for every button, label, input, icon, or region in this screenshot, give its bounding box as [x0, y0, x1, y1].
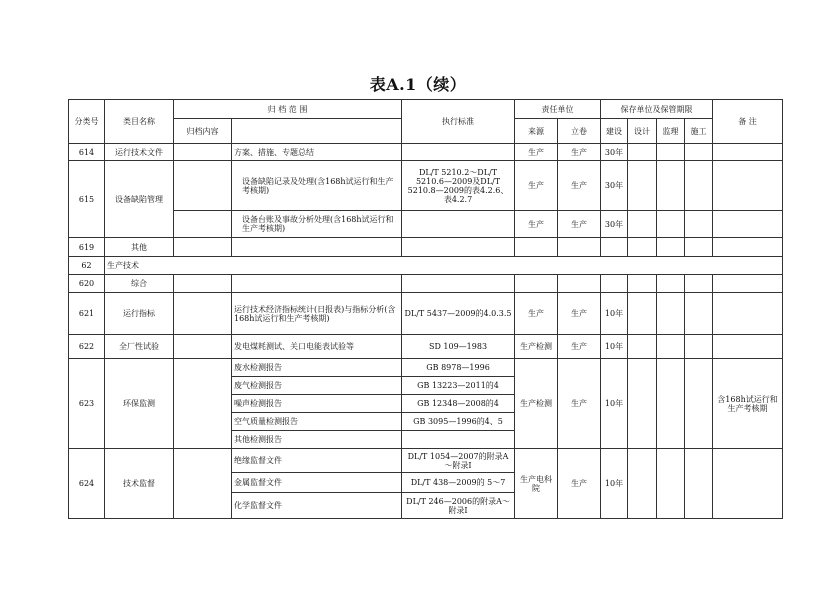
header-responsible: 责任单位 — [515, 100, 601, 119]
header-code: 分类号 — [69, 100, 105, 144]
header-scope: 归 档 范 围 — [174, 100, 402, 119]
row-standard: GB 13223—2011的4 — [402, 377, 515, 395]
row-code: 615 — [69, 161, 105, 238]
row-code: 623 — [69, 359, 105, 449]
header-remark: 备 注 — [713, 100, 783, 144]
row-filing: 生产 — [558, 359, 601, 449]
row-build: 10年 — [601, 335, 628, 359]
row-filing: 生产 — [558, 144, 601, 161]
row-name: 运行技术文件 — [105, 144, 174, 161]
row-content: 废水检测报告 — [232, 359, 402, 377]
table-row — [69, 449, 783, 473]
row-content: 化学监督文件 — [232, 493, 402, 519]
row-code: 620 — [69, 275, 105, 293]
row-standard — [402, 431, 515, 449]
row-build: 30年 — [601, 161, 628, 211]
row-source: 生产 — [515, 211, 558, 238]
row-filing: 生产 — [558, 211, 601, 238]
row-standard: DL/T 5437—2009的4.0.3.5 — [402, 293, 515, 335]
row-filing: 生产 — [558, 293, 601, 335]
row-name: 技术监督 — [105, 449, 174, 519]
row-build: 10年 — [601, 359, 628, 449]
row-name: 运行指标 — [105, 293, 174, 335]
row-code: 624 — [69, 449, 105, 519]
row-source: 生产 — [515, 144, 558, 161]
table-row — [69, 275, 783, 293]
row-source: 生产 — [515, 161, 558, 211]
row-standard: DL/T 5210.2～DL/T 5210.6—2009及DL/T 5210.8—2009的表4.2.6、表4.2.7 — [402, 161, 515, 211]
row-source: 生产 — [515, 293, 558, 335]
row-name: 其他 — [105, 238, 174, 257]
row-standard: SD 109—1983 — [402, 335, 515, 359]
header-construct: 施工 — [685, 119, 713, 144]
row-name: 综合 — [105, 275, 174, 293]
header-source: 来源 — [515, 119, 558, 144]
header-supervise: 监理 — [657, 119, 685, 144]
row-build: 10年 — [601, 293, 628, 335]
table-row — [69, 161, 783, 211]
row-content: 设备缺陷记录及处理(含168h试运行和生产考核期) — [232, 161, 402, 211]
table-row — [69, 257, 783, 275]
header-design: 设计 — [628, 119, 657, 144]
row-content: 方案、措施、专题总结 — [232, 144, 402, 161]
row-source: 生产检测 — [515, 335, 558, 359]
row-remark: 含168h试运行和生产考核期 — [713, 359, 783, 449]
row-build: 30年 — [601, 144, 628, 161]
table-row — [69, 144, 783, 161]
row-standard: GB 3095—1996的4、5 — [402, 413, 515, 431]
table-row — [69, 211, 783, 238]
row-standard: DL/T 438—2009的 5～7 — [402, 473, 515, 493]
row-filing: 生产 — [558, 335, 601, 359]
row-standard: DL/T 246—2006的附录A～附录I — [402, 493, 515, 519]
row-code: 621 — [69, 293, 105, 335]
header-category: 类目名称 — [105, 100, 174, 144]
row-content: 金属监督文件 — [232, 473, 402, 493]
row-code: 619 — [69, 238, 105, 257]
row-name: 环保监测 — [105, 359, 174, 449]
row-filing: 生产 — [558, 449, 601, 519]
row-content: 空气质量检测报告 — [232, 413, 402, 431]
row-build: 30年 — [601, 211, 628, 238]
row-content: 其他检测报告 — [232, 431, 402, 449]
row-source: 生产电科院 — [515, 449, 558, 519]
row-name: 设备缺陷管理 — [105, 161, 174, 238]
row-standard: DL/T 1054—2007的附录A～附录I — [402, 449, 515, 473]
row-content: 废气检测报告 — [232, 377, 402, 395]
row-code: 614 — [69, 144, 105, 161]
page-title: 表A.1（续） — [369, 75, 467, 94]
header-build: 建设 — [601, 119, 628, 144]
row-code: 622 — [69, 335, 105, 359]
table-row — [69, 359, 783, 377]
row-content: 发电煤耗测试、关口电能表试验等 — [232, 335, 402, 359]
table-row — [69, 335, 783, 359]
table-row — [69, 293, 783, 335]
header-filing: 立卷 — [558, 119, 601, 144]
row-content: 绝缘监督文件 — [232, 449, 402, 473]
row-content: 设备台账及事故分析处理(含168h试运行和生产考核期) — [232, 211, 402, 238]
header-retention: 保存单位及保管期限 — [601, 100, 713, 119]
header-standard: 执行标准 — [402, 100, 515, 144]
row-build: 10年 — [601, 449, 628, 519]
row-source: 生产检测 — [515, 359, 558, 449]
archive-table — [68, 99, 783, 519]
row-code: 62 — [69, 257, 105, 275]
row-name: 全厂性试验 — [105, 335, 174, 359]
header-content: 归档内容 — [174, 119, 232, 144]
table-row — [69, 238, 783, 257]
row-content: 噪声检测报告 — [232, 395, 402, 413]
row-standard: GB 8978—1996 — [402, 359, 515, 377]
row-standard: GB 12348—2008的4 — [402, 395, 515, 413]
row-name: 生产技术 — [105, 257, 783, 275]
row-content: 运行技术经济指标统计(日报表)与指标分析(含168h试运行和生产考核期) — [232, 293, 402, 335]
row-filing: 生产 — [558, 161, 601, 211]
